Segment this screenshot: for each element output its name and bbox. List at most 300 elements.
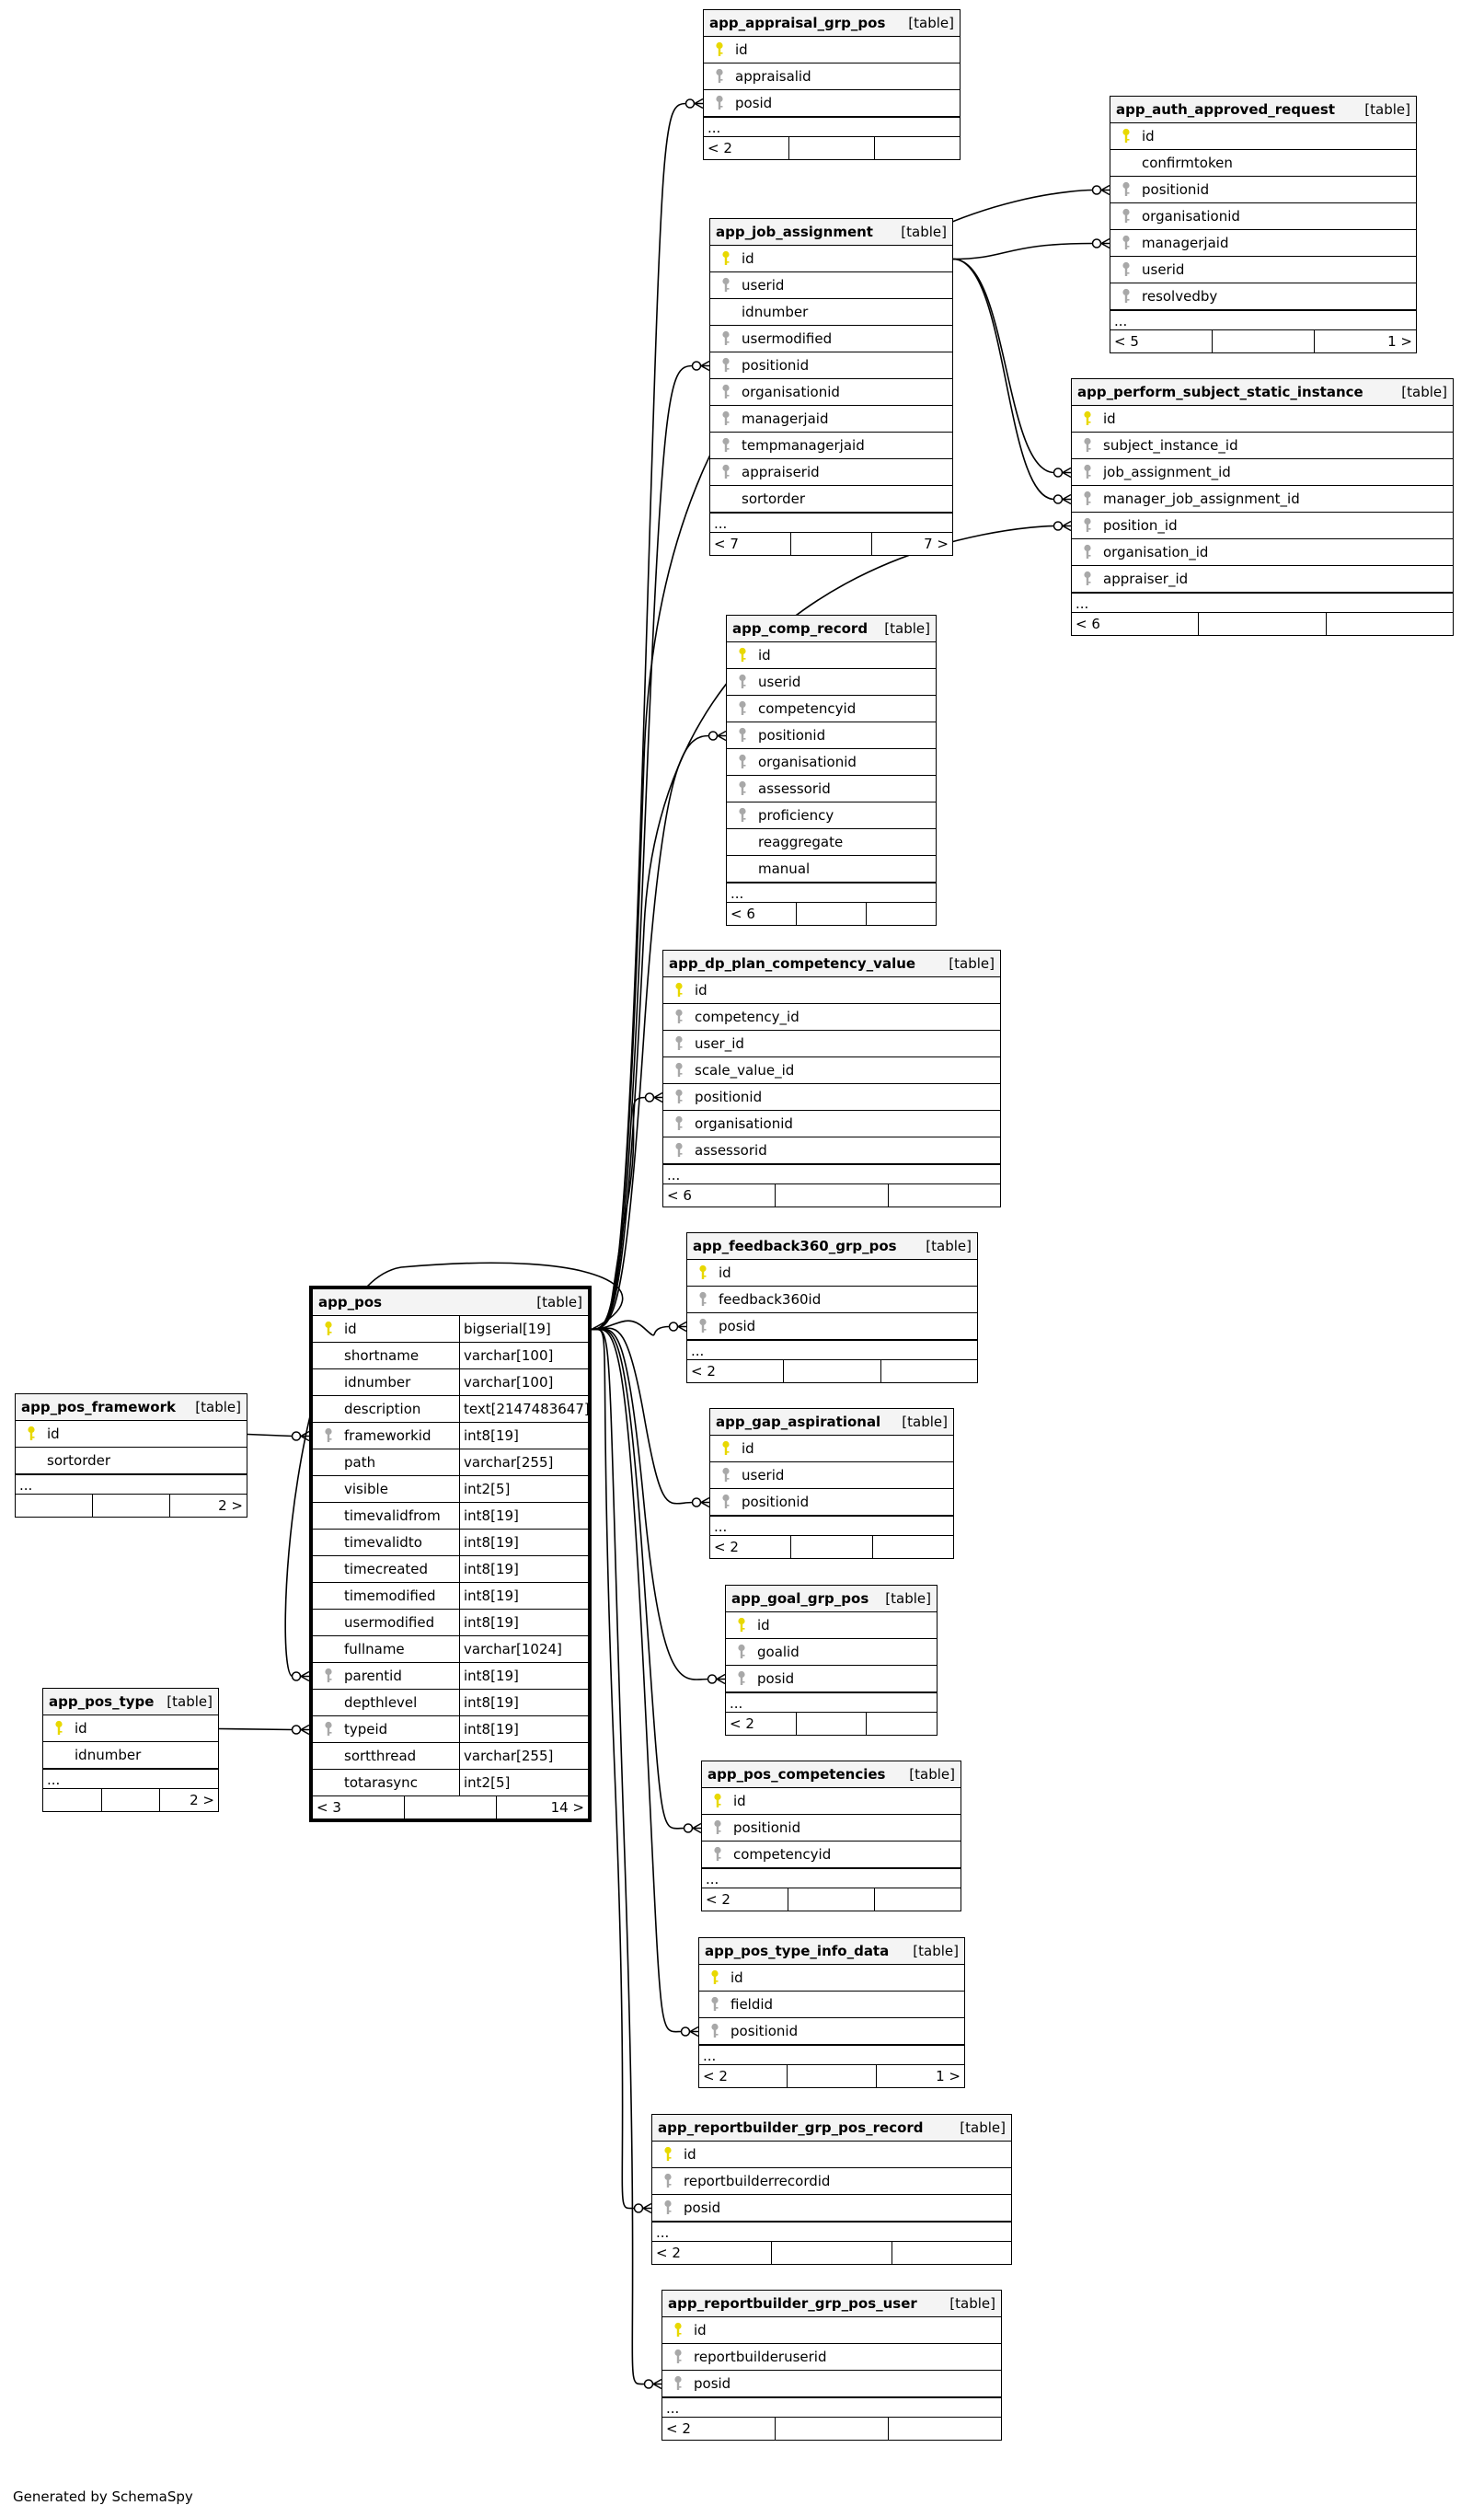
table-app-feedback360-grp-pos[interactable]: [686, 1232, 978, 1383]
column-name: confirmtoken: [1142, 155, 1233, 171]
rows-count[interactable]: [788, 1888, 875, 1911]
foreign-key-icon: [727, 780, 758, 797]
column-row[interactable]: [1072, 539, 1453, 566]
foreign-key-icon: [1110, 208, 1142, 225]
table-type-label: [table]: [884, 620, 930, 637]
column-row[interactable]: [313, 1743, 588, 1770]
children-count[interactable]: [875, 1888, 961, 1911]
column-name: organisationid: [758, 754, 857, 770]
column-row[interactable]: [710, 272, 952, 299]
children-count[interactable]: [892, 2242, 1011, 2264]
children-count[interactable]: 14 >: [550, 1799, 584, 1816]
foreign-key-icon: [1072, 517, 1103, 534]
column-row[interactable]: [704, 64, 960, 90]
children-count[interactable]: 7 >: [924, 536, 949, 552]
relationship-edge: [247, 1435, 293, 1437]
parents-count[interactable]: < 2: [726, 1713, 797, 1735]
primary-key-icon: [43, 1720, 75, 1737]
column-row[interactable]: [1110, 283, 1416, 310]
column-row[interactable]: [652, 2142, 1011, 2168]
column-row[interactable]: [1110, 177, 1416, 203]
column-row[interactable]: [313, 1503, 588, 1530]
more-columns-ellipsis[interactable]: ...: [43, 1768, 218, 1789]
foreign-key-icon: [710, 410, 742, 427]
column-row[interactable]: [727, 776, 936, 802]
parents-count[interactable]: < 2: [704, 137, 789, 159]
column-type: int8[19]: [459, 1530, 588, 1555]
table-footer: [652, 2242, 1011, 2264]
more-columns-ellipsis[interactable]: ...: [699, 2044, 964, 2065]
column-row[interactable]: [699, 2018, 964, 2045]
column-row[interactable]: [43, 1742, 218, 1769]
column-row[interactable]: [1110, 203, 1416, 230]
crows-foot-marker: [1054, 495, 1072, 504]
column-row[interactable]: [726, 1639, 937, 1666]
column-name: posid: [719, 1318, 756, 1334]
primary-key-icon: [710, 1440, 742, 1457]
more-columns-ellipsis[interactable]: ...: [704, 116, 960, 137]
column-row[interactable]: [313, 1610, 588, 1636]
parents-count[interactable]: < 6: [663, 1184, 776, 1207]
children-count[interactable]: [873, 1536, 953, 1558]
more-columns-ellipsis[interactable]: ...: [662, 2396, 1001, 2418]
table-type-label: [table]: [1401, 384, 1447, 400]
column-name: tempmanagerjaid: [742, 437, 865, 454]
column-row[interactable]: [704, 37, 960, 64]
table-type-label: [table]: [913, 1943, 959, 1959]
column-row[interactable]: [663, 1084, 1000, 1111]
table-name[interactable]: app_dp_plan_competency_value: [669, 955, 916, 972]
column-type: int8[19]: [459, 1663, 588, 1689]
column-row[interactable]: [727, 642, 936, 669]
crows-foot-marker: [693, 1498, 710, 1507]
table-type-label: [table]: [885, 1590, 931, 1607]
column-name: positionid: [1142, 181, 1210, 198]
more-columns-ellipsis[interactable]: ...: [710, 1515, 953, 1536]
column-row[interactable]: [1110, 123, 1416, 150]
column-row[interactable]: [313, 1556, 588, 1583]
column-name: id: [742, 250, 754, 267]
children-count[interactable]: [889, 1184, 1000, 1207]
table-app-job-assignment[interactable]: [709, 218, 953, 556]
table-app-appraisal-grp-pos[interactable]: [703, 9, 961, 160]
foreign-key-icon: [727, 700, 758, 717]
column-row[interactable]: [662, 2344, 1001, 2371]
primary-key-icon: [16, 1426, 47, 1442]
column-row[interactable]: [727, 749, 936, 776]
table-app-reportbuilder-grp-pos-record[interactable]: [651, 2114, 1012, 2265]
relationship-edge: [953, 260, 1054, 500]
column-row[interactable]: [662, 2371, 1001, 2397]
column-row[interactable]: [710, 486, 952, 513]
table-footer: [702, 1888, 961, 1911]
column-row[interactable]: [313, 1530, 588, 1556]
parents-count[interactable]: < 2: [710, 1536, 791, 1558]
table-app-reportbuilder-grp-pos-user[interactable]: [661, 2290, 1002, 2441]
children-count[interactable]: 1 >: [1387, 333, 1412, 350]
table-app-dp-plan-competency-value[interactable]: [662, 950, 1001, 1207]
column-row[interactable]: [727, 856, 936, 883]
primary-key-icon: [726, 1617, 757, 1634]
parents-count[interactable]: < 5: [1110, 330, 1213, 352]
column-row[interactable]: [313, 1396, 588, 1423]
column-row[interactable]: [313, 1770, 588, 1796]
column-row[interactable]: [1072, 459, 1453, 486]
column-name: assessorid: [695, 1142, 767, 1159]
column-row[interactable]: [313, 1316, 588, 1343]
foreign-key-icon: [710, 1467, 742, 1484]
parents-count[interactable]: [43, 1789, 102, 1811]
foreign-key-icon: [710, 437, 742, 454]
table-name[interactable]: app_feedback360_grp_pos: [693, 1238, 897, 1254]
column-row[interactable]: [704, 90, 960, 117]
table-app-gap-aspirational[interactable]: [709, 1408, 954, 1559]
parents-count[interactable]: < 6: [727, 903, 797, 925]
column-row[interactable]: [710, 326, 952, 352]
table-footer: [313, 1796, 588, 1818]
column-name: usermodified: [742, 330, 833, 347]
column-row[interactable]: [699, 1965, 964, 1992]
parents-count[interactable]: < 7: [710, 533, 791, 555]
column-row[interactable]: [1110, 257, 1416, 283]
column-name: sortorder: [47, 1452, 111, 1469]
crows-foot-marker: [635, 2204, 652, 2213]
table-name[interactable]: app_reportbuilder_grp_pos_record: [658, 2119, 924, 2136]
more-columns-ellipsis[interactable]: ...: [652, 2221, 1011, 2242]
table-app-pos-framework[interactable]: [15, 1393, 247, 1518]
column-row[interactable]: [1072, 566, 1453, 593]
column-row[interactable]: [1110, 230, 1416, 257]
column-row[interactable]: [710, 299, 952, 326]
crows-foot-marker: [293, 1672, 310, 1681]
column-name: visible: [344, 1481, 388, 1497]
column-name: fieldid: [730, 1996, 774, 2013]
crows-foot-marker: [708, 1675, 726, 1684]
column-row[interactable]: [663, 1057, 1000, 1084]
parents-count[interactable]: < 6: [1072, 613, 1199, 635]
children-count[interactable]: 2 >: [190, 1792, 215, 1808]
parents-count[interactable]: < 2: [699, 2065, 788, 2087]
rows-count[interactable]: [776, 1184, 888, 1207]
rows-count[interactable]: [788, 2065, 876, 2087]
relationship-edge: [592, 1329, 684, 1829]
table-app-pos-type-info-data[interactable]: [698, 1937, 965, 2088]
rows-count[interactable]: [797, 903, 867, 925]
foreign-key-icon: [1072, 544, 1103, 560]
children-count[interactable]: [1327, 613, 1453, 635]
table-name[interactable]: app_appraisal_grp_pos: [709, 15, 886, 31]
foreign-key-icon: [313, 1721, 344, 1738]
table-header: [687, 1233, 977, 1260]
column-row[interactable]: [663, 1031, 1000, 1057]
table-name[interactable]: app_pos: [318, 1294, 383, 1310]
relationship-edge: [592, 1321, 670, 1335]
table-app-auth-approved-request[interactable]: [1110, 96, 1417, 353]
children-count[interactable]: [875, 137, 960, 159]
column-name: id: [758, 647, 771, 664]
rows-count[interactable]: [789, 137, 875, 159]
table-name[interactable]: app_pos_type_info_data: [705, 1943, 890, 1959]
column-name: positionid: [733, 1819, 801, 1836]
column-name: resolvedby: [1142, 288, 1218, 305]
table-header: [1072, 379, 1453, 406]
column-name: idnumber: [75, 1747, 142, 1763]
column-name: idnumber: [742, 304, 809, 320]
table-app-perform-subject-static-instance[interactable]: [1071, 378, 1454, 636]
table-name[interactable]: app_auth_approved_request: [1116, 101, 1335, 118]
column-name: id: [1142, 128, 1155, 144]
column-name: organisation_id: [1103, 544, 1209, 560]
rows-count[interactable]: [791, 533, 872, 555]
column-row[interactable]: [702, 1815, 961, 1842]
parents-count[interactable]: < 2: [702, 1888, 788, 1911]
foreign-key-icon: [663, 1062, 695, 1079]
rows-count[interactable]: [102, 1789, 161, 1811]
parents-count[interactable]: < 2: [652, 2242, 772, 2264]
crows-foot-marker: [693, 362, 710, 371]
column-name: positionid: [742, 357, 810, 374]
children-count[interactable]: [867, 1713, 937, 1735]
column-name: id: [694, 2322, 707, 2338]
column-row[interactable]: [726, 1612, 937, 1639]
foreign-key-icon: [710, 384, 742, 400]
column-name: proficiency: [758, 807, 834, 824]
column-row[interactable]: [702, 1842, 961, 1868]
more-columns-ellipsis[interactable]: ...: [702, 1867, 961, 1888]
rows-count[interactable]: [772, 2242, 892, 2264]
table-type-label: [table]: [949, 955, 995, 972]
table-name[interactable]: app_comp_record: [732, 620, 869, 637]
table-header: [702, 1761, 961, 1788]
rows-count[interactable]: [797, 1713, 868, 1735]
children-count[interactable]: 2 >: [218, 1497, 243, 1514]
column-name: description: [344, 1401, 421, 1417]
column-row[interactable]: [313, 1343, 588, 1369]
column-name: id: [735, 41, 748, 58]
column-row[interactable]: [662, 2317, 1001, 2344]
column-name: sortthread: [344, 1748, 417, 1764]
table-name[interactable]: app_pos_competencies: [707, 1766, 886, 1783]
column-row[interactable]: [313, 1636, 588, 1663]
rows-count[interactable]: [1213, 330, 1315, 352]
column-row[interactable]: [16, 1448, 247, 1474]
column-row[interactable]: [710, 352, 952, 379]
generated-by-credit: Generated by SchemaSpy: [13, 2488, 193, 2505]
column-type: int8[19]: [459, 1690, 588, 1715]
column-name: goalid: [757, 1644, 800, 1660]
table-app-pos-type[interactable]: [42, 1688, 219, 1812]
parents-count[interactable]: < 2: [662, 2418, 776, 2440]
primary-key-icon: [663, 982, 695, 999]
table-name[interactable]: app_goal_grp_pos: [731, 1590, 869, 1607]
column-row[interactable]: [663, 977, 1000, 1004]
crows-foot-marker: [646, 1093, 663, 1103]
rows-count[interactable]: [776, 2418, 889, 2440]
column-name: posid: [694, 2375, 731, 2392]
column-row[interactable]: [710, 246, 952, 272]
table-app-pos-competencies[interactable]: [701, 1761, 961, 1911]
table-footer: [662, 2418, 1001, 2440]
column-row[interactable]: [702, 1788, 961, 1815]
more-columns-ellipsis[interactable]: ...: [1110, 309, 1416, 330]
column-name: appraisalid: [735, 68, 811, 85]
children-count[interactable]: [889, 2418, 1001, 2440]
column-name: userid: [742, 277, 785, 294]
primary-key-icon: [1072, 410, 1103, 427]
column-row[interactable]: [663, 1111, 1000, 1137]
column-row[interactable]: [313, 1423, 588, 1449]
column-name: scale_value_id: [695, 1062, 795, 1079]
column-row[interactable]: [727, 829, 936, 856]
column-row[interactable]: [710, 459, 952, 486]
table-header: [704, 10, 960, 37]
column-row[interactable]: [313, 1716, 588, 1743]
table-name[interactable]: app_reportbuilder_grp_pos_user: [668, 2295, 917, 2312]
rows-count[interactable]: [791, 1536, 872, 1558]
column-row[interactable]: [710, 1489, 953, 1516]
table-footer: [704, 137, 960, 159]
column-name: posid: [684, 2199, 721, 2216]
table-type-label: [table]: [167, 1693, 213, 1710]
column-row[interactable]: [313, 1690, 588, 1716]
parents-count[interactable]: < 2: [687, 1360, 784, 1382]
crows-foot-marker: [684, 1824, 702, 1833]
foreign-key-icon: [710, 330, 742, 347]
column-row[interactable]: [313, 1449, 588, 1476]
table-name[interactable]: app_job_assignment: [716, 224, 873, 240]
more-columns-ellipsis[interactable]: ...: [710, 512, 952, 533]
column-row[interactable]: [687, 1313, 977, 1340]
column-row[interactable]: [726, 1666, 937, 1692]
table-name[interactable]: app_pos_framework: [21, 1399, 176, 1415]
column-row[interactable]: [16, 1421, 247, 1448]
table-header: [710, 219, 952, 246]
column-row[interactable]: [663, 1137, 1000, 1164]
column-row[interactable]: [313, 1369, 588, 1396]
column-row[interactable]: [710, 433, 952, 459]
more-columns-ellipsis[interactable]: ...: [687, 1339, 977, 1360]
column-row[interactable]: [710, 379, 952, 406]
column-name: id: [75, 1720, 87, 1737]
foreign-key-icon: [663, 1035, 695, 1052]
foreign-key-icon: [702, 1819, 733, 1836]
crows-foot-marker: [1054, 522, 1072, 531]
column-row[interactable]: [699, 1992, 964, 2018]
column-row[interactable]: [727, 669, 936, 696]
table-footer: [726, 1713, 937, 1735]
table-app-goal-grp-pos[interactable]: [725, 1585, 938, 1736]
children-count[interactable]: [867, 903, 936, 925]
foreign-key-icon: [663, 1009, 695, 1025]
column-row[interactable]: [727, 696, 936, 722]
table-header: [662, 2291, 1001, 2317]
column-row[interactable]: [710, 1436, 953, 1462]
relationship-edge: [219, 1729, 293, 1730]
column-name: id: [344, 1321, 357, 1337]
foreign-key-icon: [710, 464, 742, 480]
column-name: id: [730, 1969, 743, 1986]
crows-foot-marker: [1093, 239, 1110, 248]
column-row[interactable]: [1110, 150, 1416, 177]
column-type: int8[19]: [459, 1610, 588, 1635]
rows-count[interactable]: [405, 1796, 497, 1818]
more-columns-ellipsis[interactable]: ...: [1072, 592, 1453, 613]
column-name: depthlevel: [344, 1694, 418, 1711]
more-columns-ellipsis[interactable]: ...: [16, 1473, 247, 1495]
column-name: reaggregate: [758, 834, 844, 850]
column-row[interactable]: [1072, 406, 1453, 433]
table-footer: [727, 903, 936, 925]
column-name: organisationid: [742, 384, 840, 400]
column-name: sortorder: [742, 491, 806, 507]
table-type-label: [table]: [926, 1238, 972, 1254]
column-row[interactable]: [663, 1004, 1000, 1031]
more-columns-ellipsis[interactable]: ...: [663, 1163, 1000, 1184]
parents-count[interactable]: < 3: [313, 1796, 405, 1818]
column-row[interactable]: [1072, 486, 1453, 513]
column-name: typeid: [344, 1721, 388, 1738]
rows-count[interactable]: [93, 1495, 170, 1517]
column-row[interactable]: [313, 1583, 588, 1610]
column-name: managerjaid: [1142, 235, 1229, 251]
column-row[interactable]: [313, 1476, 588, 1503]
column-row[interactable]: [710, 1462, 953, 1489]
foreign-key-icon: [699, 1996, 730, 2013]
table-header: [1110, 97, 1416, 123]
more-columns-ellipsis[interactable]: ...: [727, 882, 936, 903]
table-app-pos[interactable]: [309, 1286, 592, 1822]
column-name: id: [695, 982, 707, 999]
column-row[interactable]: [727, 802, 936, 829]
table-name[interactable]: app_pos_type: [49, 1693, 155, 1710]
column-row[interactable]: [43, 1715, 218, 1742]
column-row[interactable]: [652, 2195, 1011, 2222]
primary-key-icon: [687, 1264, 719, 1281]
table-name[interactable]: app_perform_subject_static_instance: [1077, 384, 1363, 400]
column-row[interactable]: [313, 1663, 588, 1690]
column-name: subject_instance_id: [1103, 437, 1238, 454]
table-header: [727, 616, 936, 642]
column-row[interactable]: [1072, 513, 1453, 539]
table-footer: [1110, 330, 1416, 352]
column-name: user_id: [695, 1035, 744, 1052]
table-app-comp-record[interactable]: [726, 615, 937, 926]
children-count[interactable]: 1 >: [936, 2068, 961, 2084]
more-columns-ellipsis[interactable]: ...: [726, 1691, 937, 1713]
foreign-key-icon: [727, 754, 758, 770]
rows-count[interactable]: [784, 1360, 880, 1382]
column-row[interactable]: [687, 1260, 977, 1287]
table-header: [652, 2115, 1011, 2142]
column-row[interactable]: [710, 406, 952, 433]
crows-foot-marker: [682, 2027, 699, 2037]
rows-count[interactable]: [1199, 613, 1326, 635]
column-row[interactable]: [727, 722, 936, 749]
table-name[interactable]: app_gap_aspirational: [716, 1414, 881, 1430]
column-row[interactable]: [652, 2168, 1011, 2195]
primary-key-icon: [1110, 128, 1142, 144]
crows-foot-marker: [1054, 468, 1072, 478]
column-type: int8[19]: [459, 1716, 588, 1742]
column-type: int8[19]: [459, 1423, 588, 1449]
column-row[interactable]: [1072, 433, 1453, 459]
column-row[interactable]: [687, 1287, 977, 1313]
children-count[interactable]: [881, 1360, 977, 1382]
parents-count[interactable]: [16, 1495, 93, 1517]
table-type-label: [table]: [902, 1414, 948, 1430]
table-header: [726, 1586, 937, 1612]
column-type: text[2147483647]: [459, 1396, 588, 1422]
